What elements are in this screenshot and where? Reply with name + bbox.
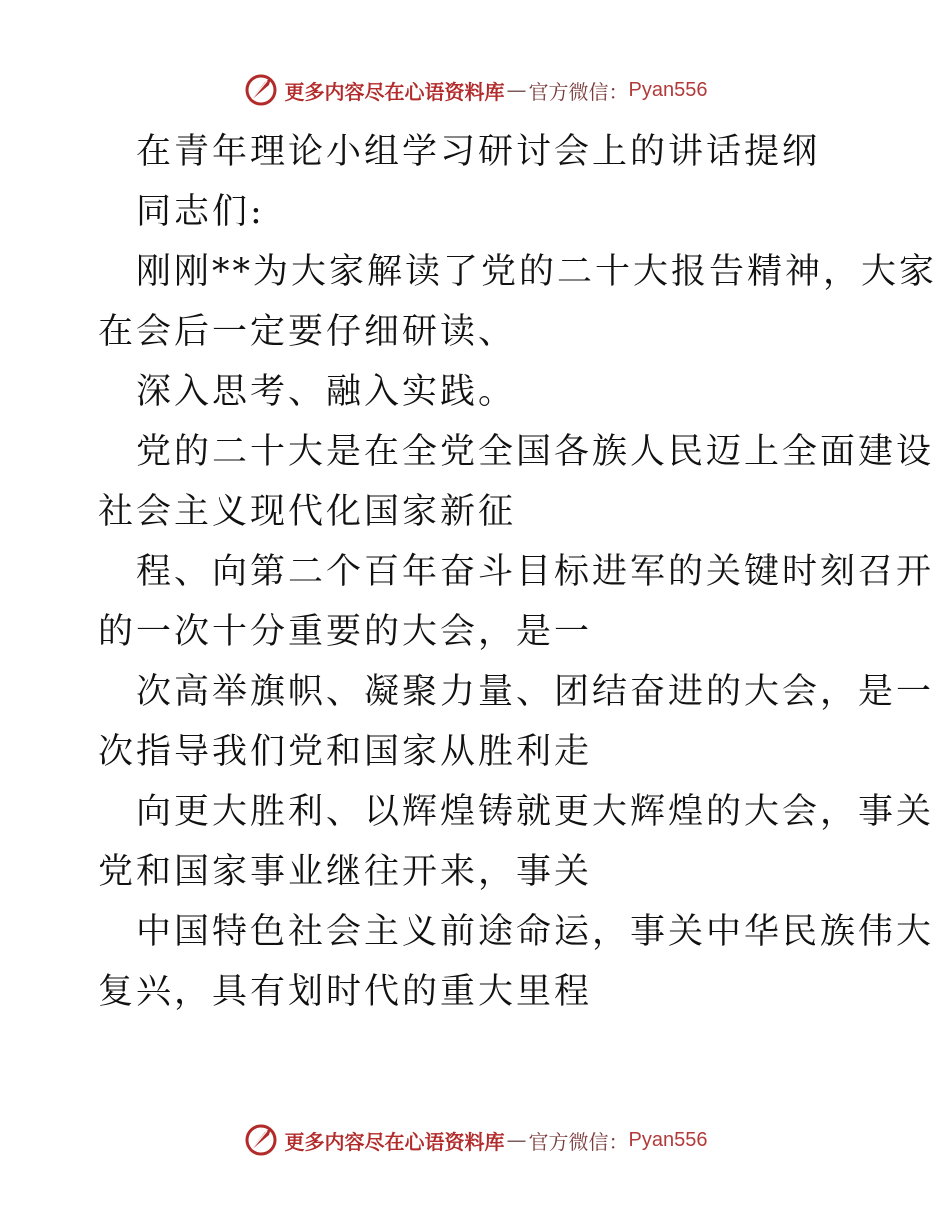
- banner-main-text: 更多内容尽在心语资料库: [284, 1129, 505, 1154]
- banner-main-text: 更多内容尽在心语资料库: [284, 79, 505, 104]
- paragraph-line: 中国特色社会主义前途命运，事关中华民族伟大: [136, 912, 935, 952]
- paragraph-line: 复兴，具有划时代的重大里程: [98, 972, 593, 1012]
- banner-dash: —: [506, 1128, 527, 1152]
- document-body: [98, 122, 938, 1022]
- paragraph-line: 程、向第二个百年奋斗目标进军的关键时刻召开: [136, 552, 935, 592]
- banner-wechat-label: 官方微信：: [528, 1129, 629, 1154]
- paragraph-line: 在会后一定要仔细研读、: [98, 312, 517, 352]
- paragraph-line: 向更大胜利、以辉煌铸就更大辉煌的大会，事关: [136, 792, 935, 832]
- paragraph-line: 次高举旗帜、凝聚力量、团结奋进的大会，是一: [136, 672, 935, 712]
- paragraph-line: 刚刚**为大家解读了党的二十大报告精神，大家: [136, 252, 938, 292]
- paragraph-line: 次指导我们党和国家从胜利走: [98, 732, 593, 772]
- paragraph-line: 的一次十分重要的大会，是一: [98, 612, 593, 652]
- paragraph-line: 党和国家事业继往开来，事关: [98, 852, 593, 892]
- paragraph-line: 社会主义现代化国家新征: [98, 492, 517, 532]
- footer-watermark-banner: [0, 1120, 950, 1160]
- document-lines: [98, 182, 938, 1022]
- banner-wechat-label: 官方微信：: [528, 79, 629, 104]
- quill-logo-icon: [243, 72, 279, 108]
- header-watermark-banner: [0, 70, 950, 110]
- paragraph-line: 深入思考、融入实践。: [136, 372, 517, 412]
- document-title: 在青年理论小组学习研讨会上的讲话提纲: [136, 132, 821, 172]
- paragraph-line: 同志们:: [136, 192, 265, 232]
- banner-wechat-id: Pyan556: [628, 1128, 708, 1151]
- paragraph-line: 党的二十大是在全党全国各族人民迈上全面建设: [136, 432, 935, 472]
- banner-dash: —: [506, 78, 527, 102]
- banner-wechat-id: Pyan556: [628, 78, 708, 101]
- quill-logo-icon: [243, 1122, 279, 1158]
